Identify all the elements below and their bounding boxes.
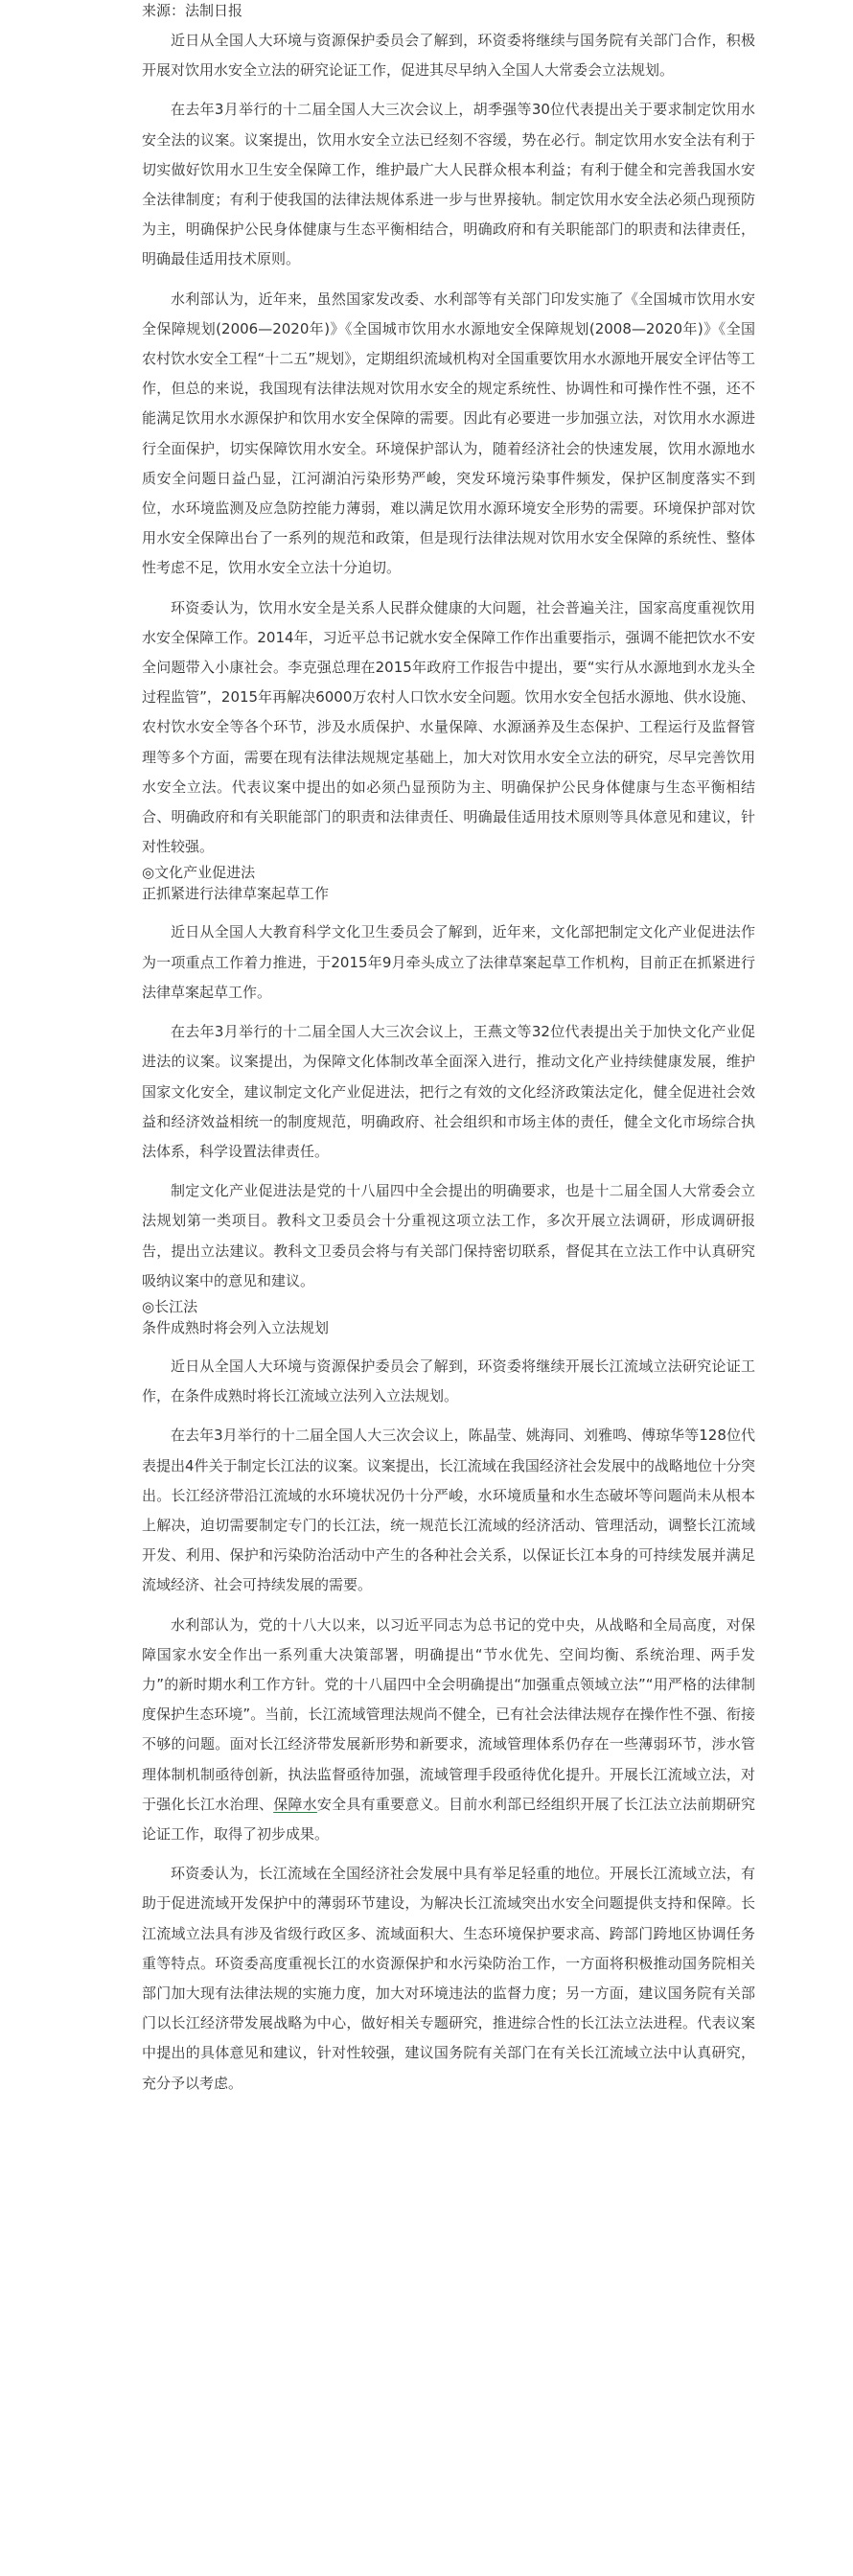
paragraph: 近日从全国人大环境与资源保护委员会了解到，环资委将继续与国务院有关部门合作，积极开展对饮用水安全立法的研究论证工作，促进其尽早纳入全国人大常委会立法规划。 [142,32,755,80]
paragraph: 在去年3月举行的十二届全国人大三次会议上，胡季强等30位代表提出关于要求制定饮用水安全法的议案。议案提出，饮用水安全立法已经刻不容缓，势在必行。制定饮用水安全法有利于切实做好饮用水卫生安全保障工作，维护最广大人民群众根本利益；有利于健全和完善我国水安全法律制度；有利于使我国的法律法规体系进一步与世界接轨。制定饮用水安全法必须凸现预防为主，明确保护公民身体健康与生态平衡相结合，明确政府和有关职能部门的职责和法律责任，明确最佳适用技术原则。 [142,101,755,268]
paragraph-text: 水利部认为，党的十八大以来，以习近平同志为总书记的党中央，从战略和全局高度，对保障国家水安全作出一系列重大决策部署，明确提出“节水优先、空间均衡、系统治理、两手发力”的新时期水利工作方针。党的十八届四中全会明确提出“加强重点领域立法”“用严格的法律制度保护生态环境”。当前，长江流域管理法规尚不健全，已有社会法律法规存在操作性不强、衔接不够的问题。面对长江经济带发展新形势和新要求，流域管理体系仍存在一些薄弱环节，涉水管理体制机制亟待创新，执法监督亟待加强，流域管理手段亟待优化提升。开展长江流域立法，对于强化长江水治理、 [142,1615,755,1813]
paragraph: 在去年3月举行的十二届全国人大三次会议上，陈晶莹、姚海同、刘雅鸣、傅琼华等128位代表提出4件关于制定长江法的议案。议案提出，长江流域在我国经济社会发展中的战略地位十分突出。长江经济带沿江流域的水环境状况仍十分严峻，水环境质量和水生态破坏等问题尚未从根本上解决，迫切需要制定专门的长江法，统一规范长江流域的经济活动、管理活动，调整长江流域开发、利用、保护和污染防治活动中产生的各种社会关系，以保证长江本身的可持续发展并满足流域经济、社会可持续发展的需要。 [142,1427,755,1594]
paragraph: 近日从全国人大教育科学文化卫生委员会了解到，近年来，文化部把制定文化产业促进法作为一项重点工作着力推进，于2015年9月牵头成立了法律草案起草工作机构，目前正在抓紧进行法律草案起草工作。 [142,923,755,1001]
paragraph: 制定文化产业促进法是党的十八届四中全会提出的明确要求，也是十二届全国人大常委会立法规划第一类项目。教科文卫委员会十分重视这项立法工作，多次开展立法调研，形成调研报告，提出立法建议。教科文卫委员会将与有关部门保持密切联系，督促其在立法工作中认真研究吸纳议案中的意见和建议。 [142,1182,755,1289]
paragraph: 在去年3月举行的十二届全国人大三次会议上，王燕文等32位代表提出关于加快文化产业促进法的议案。议案提出，为保障文化体制改革全面深入进行，推动文化产业持续健康发展，维护国家文化安全，建议制定文化产业促进法，把行之有效的文化经济政策法定化，健全促进社会效益和经济效益相统一的制度规范，明确政府、社会组织和市场主体的责任，健全文化市场综合执法体系，科学设置法律责任。 [142,1023,755,1160]
paragraph-text: 安全具有重要意义。目前水利部已经组织开展了长江法立法前期研究论证工作，取得了初步成果。 [142,1795,755,1843]
article-source: 来源：法制日报 [142,2,243,19]
section-heading: ◎长江法 [142,1297,198,1315]
paragraph: 环资委认为，长江流域在全国经济社会发展中具有举足轻重的地位。开展长江流域立法，有助于促进流域开发保护中的薄弱环节建设，为解决长江流域突出水安全问题提供支持和保障。长江流域立法具有涉及省级行政区多、流域面积大、生态环境保护要求高、跨部门跨地区协调任务重等特点。环资委高度重视长江的水资源保护和水污染防治工作，一方面将积极推动国务院相关部门加大现有法律法规的实施力度，加大对环境违法的监督力度；另一方面，建议国务院有关部门以长江经济带发展战略为中心，做好相关专题研究，推进综合性的长江法立法进程。代表议案中提出的具体意见和建议，针对性较强，建议国务院有关部门在有关长江流域立法中认真研究，充分予以考虑。 [142,1865,755,2092]
paragraph: 水利部认为，近年来，虽然国家发改委、水利部等有关部门印发实施了《全国城市饮用水安全保障规划(2006—2020年)》《全国城市饮用水水源地安全保障规划(2008—2020年)》《全国农村饮水安全工程“十二五”规划》，定期组织流域机构对全国重要饮用水水源地开展安全评估等工作，但总的来说，我国现有法律法规对饮用水安全的规定系统性、协调性和可操作性不强，还不能满足饮用水水源保护和饮用水安全保障的需要。因此有必要进一步加强立法，对饮用水水源进行全面保护，切实保障饮用水安全。环境保护部认为，随着经济社会的快速发展，饮用水源地水质安全问题日益凸显，江河湖泊污染形势严峻，突发环境污染事件频发，保护区制度落实不到位，水环境监测及应急防控能力薄弱，难以满足饮用水源环境安全形势的需要。环境保护部对饮用水安全保障出台了一系列的规范和政策，但是现行法律法规对饮用水安全保障的系统性、整体性考虑不足，饮用水安全立法十分迫切。 [142,290,755,577]
keyword-link[interactable]: 保障水 [273,1795,317,1813]
article [142,0,755,2099]
paragraph-water-ministry [142,1611,755,1850]
section-yangtze-law [142,1296,755,2099]
paragraph: 环资委认为，饮用水安全是关系人民群众健康的大问题，社会普遍关注，国家高度重视饮用水安全保障工作。2014年，习近平总书记就水安全保障工作作出重要指示，强调不能把饮水不安全问题带入小康社会。李克强总理在2015年政府工作报告中提出，要“实行从水源地到水龙头全过程监管”，2015年再解决6000万农村人口饮水安全问题。饮用水安全包括水源地、供水设施、农村饮水安全等各个环节，涉及水质保护、水量保障、水源涵养及生态保护、工程运行及监督管理等多个方面，需要在现有法律法规规定基础上，加大对饮用水安全立法的研究，尽早完善饮用水安全立法。代表议案中提出的如必须凸显预防为主、明确保护公民身体健康与生态平衡相结合、明确政府和有关职能部门的职责和法律责任、明确最佳适用技术原则等具体意见和建议，针对性较强。 [142,598,755,856]
section-drinking-water [142,26,755,862]
section-subheading: 正抓紧进行法律草案起草工作 [142,885,330,903]
section-subheading: 条件成熟时将会列入立法规划 [142,1318,330,1336]
section-heading: ◎文化产业促进法 [142,864,256,882]
paragraph: 近日从全国人大环境与资源保护委员会了解到，环资委将继续开展长江流域立法研究论证工作，在条件成熟时将长江流域立法列入立法规划。 [142,1357,755,1405]
section-culture-industry [142,862,755,1295]
